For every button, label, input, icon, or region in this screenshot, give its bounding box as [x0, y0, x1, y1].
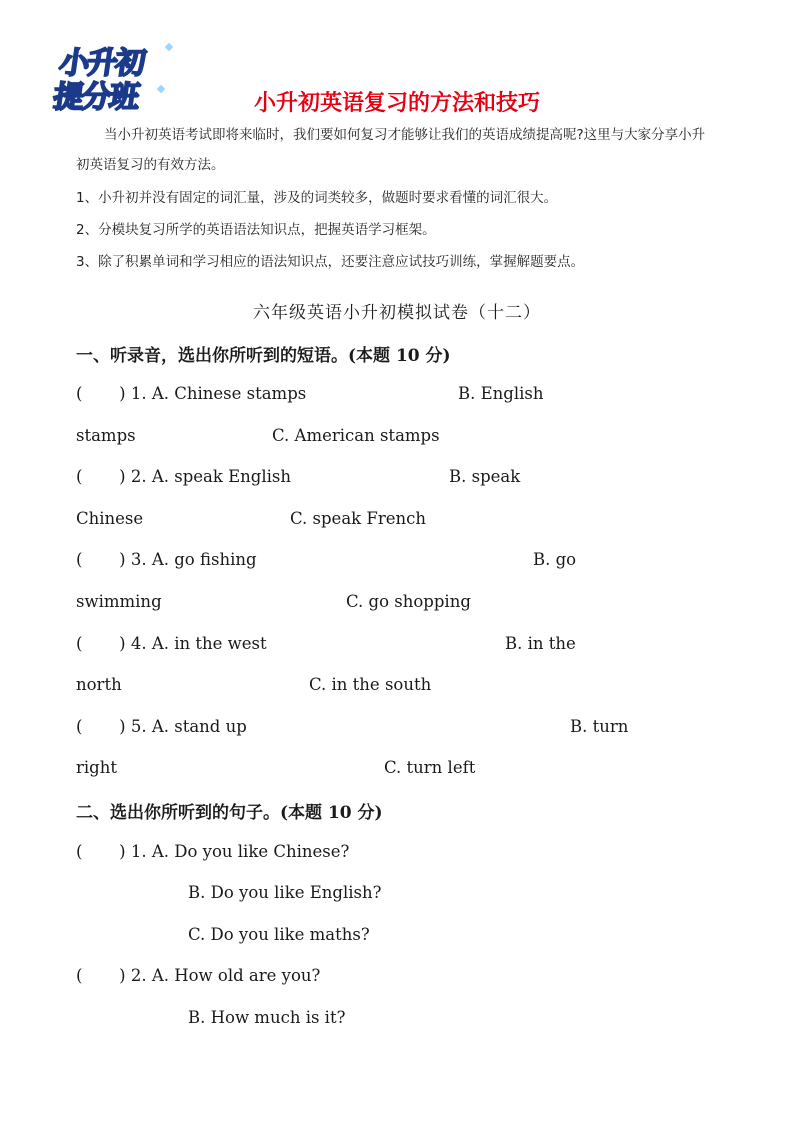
section2-heading: 二、选出你所听到的句子。(本题 10 分)	[76, 803, 383, 823]
s1-q4-option-a: ( ) 4. A. in the west	[76, 634, 267, 653]
s1-q3-option-b: B. go	[533, 550, 577, 569]
s2-q1-option-c: C. Do you like maths?	[188, 925, 370, 944]
s1-q3-option-b-cont: swimming	[76, 592, 162, 611]
s2-q2-option-a: ( ) 2. A. How old are you?	[76, 966, 321, 985]
s1-q3-option-c: C. go shopping	[346, 592, 471, 611]
s1-q2-option-a: ( ) 2. A. speak English	[76, 467, 291, 486]
s1-q5-option-a: ( ) 5. A. stand up	[76, 717, 247, 736]
intro-paragraph: 当小升初英语考试即将来临时，我们要如何复习才能够让我们的英语成绩提高呢?这里与大家分享小升初英语复习的有效方法。	[76, 127, 706, 173]
s1-q1-option-b-cont: stamps	[76, 426, 136, 445]
s1-q4-option-b-cont: north	[76, 675, 122, 694]
s1-q5-option-b: B. turn	[570, 717, 629, 736]
section1-heading: 一、听录音，选出你所听到的短语。(本题 10 分)	[76, 346, 451, 366]
logo-text-line2: 提分班	[51, 80, 140, 115]
s1-q1-option-a: ( ) 1. A. Chinese stamps	[76, 384, 307, 403]
s1-q4-option-b: B. in the	[505, 634, 576, 653]
intro-point-3: 3、除了积累单词和学习相应的语法知识点，还要注意应试技巧训练，掌握解题要点。	[76, 254, 585, 270]
s1-q2-option-b: B. speak	[449, 467, 521, 486]
sparkle-icon	[165, 43, 173, 51]
s2-q1-option-b: B. Do you like English?	[188, 883, 382, 902]
s2-q1-option-a: ( ) 1. A. Do you like Chinese?	[76, 842, 350, 861]
s1-q1-option-b: B. English	[458, 384, 544, 403]
logo-text-line1: 小升初	[57, 46, 146, 81]
s1-q3-option-a: ( ) 3. A. go fishing	[76, 550, 257, 569]
s1-q1-option-c: C. American stamps	[272, 426, 440, 445]
intro-point-1: 1、小升初并没有固定的词汇量，涉及的词类较多，做题时要求看懂的词汇很大。	[76, 190, 558, 206]
s1-q2-option-c: C. speak French	[290, 509, 426, 528]
page-title: 小升初英语复习的方法和技巧	[253, 91, 540, 116]
s1-q2-option-b-cont: Chinese	[76, 509, 144, 528]
s1-q5-option-b-cont: right	[76, 758, 117, 777]
s1-q5-option-c: C. turn left	[384, 758, 476, 777]
intro-point-2: 2、分模块复习所学的英语语法知识点，把握英语学习框架。	[76, 222, 436, 238]
exam-title: 六年级英语小升初模拟试卷（十二）	[253, 303, 541, 323]
s2-q2-option-b: B. How much is it?	[188, 1008, 346, 1027]
s1-q4-option-c: C. in the south	[309, 675, 432, 694]
